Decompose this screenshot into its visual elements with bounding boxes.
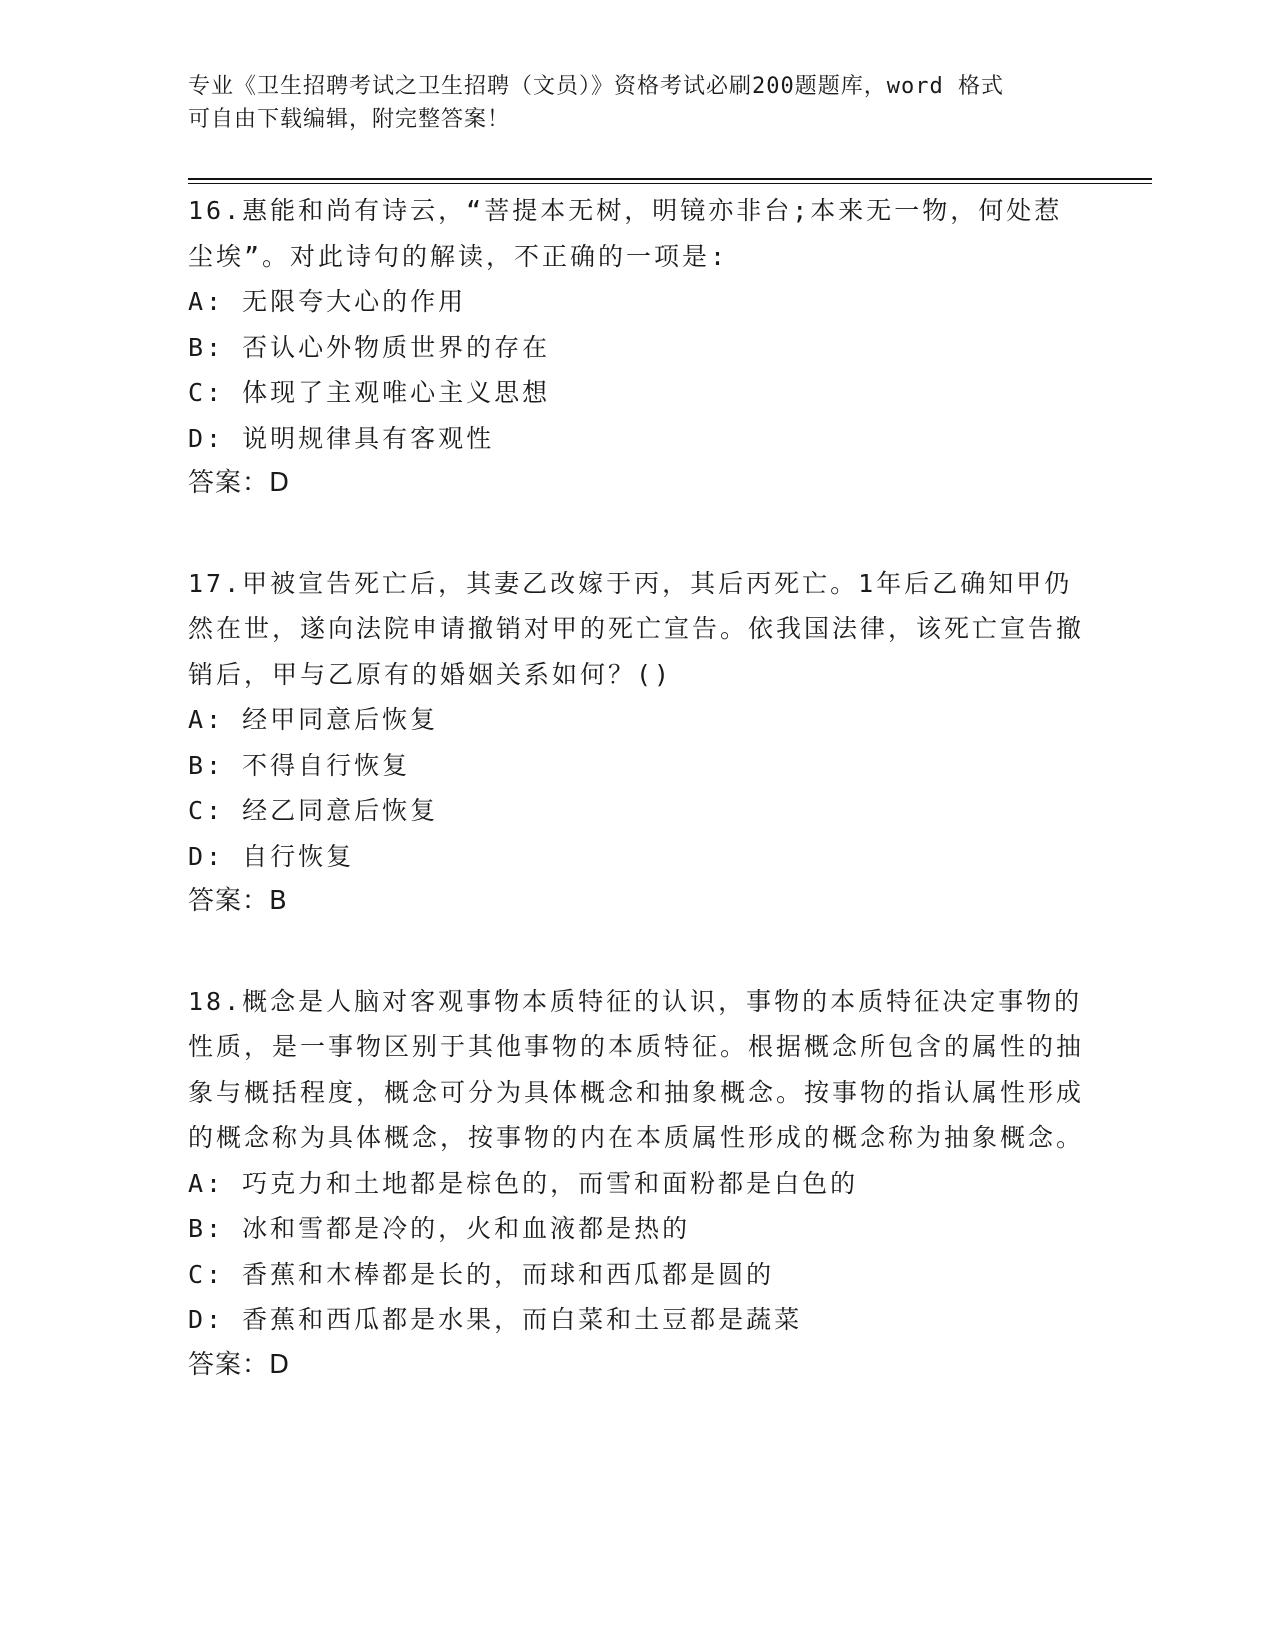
document-header <box>188 70 1078 136</box>
option-d: D: 自行恢复 <box>188 841 355 871</box>
option-b: B: 否认心外物质世界的存在 <box>188 332 551 362</box>
question-list <box>188 188 1088 1442</box>
header-line-1: 专业《卫生招聘考试之卫生招聘（文员）》资格考试必刷200题题库，word 格式 <box>188 74 1004 99</box>
option-b: B: 不得自行恢复 <box>188 750 411 780</box>
option-c: C: 经乙同意后恢复 <box>188 796 439 825</box>
question-text: 18.概念是人脑对客观事物本质特征的认识，事物的本质特征决定事物的性质，是一事物区别于其他事物的本质特征。根据概念所包含的属性的抽象与概括程度，概念可分为具体概念和抽象概念。按事物的指认属性形成的概念称为具体概念，按事物的内在本质属性形成的概念称为抽象概念。 <box>188 986 1085 1152</box>
option-a: A: 巧克力和土地都是棕色的，而雪和面粉都是白色的 <box>188 1168 859 1198</box>
option-b: B: 冰和雪都是冷的，火和血液都是热的 <box>188 1214 691 1243</box>
question-17 <box>188 561 1088 925</box>
option-c: C: 香蕉和木棒都是长的，而球和西瓜都是圆的 <box>188 1259 775 1289</box>
option-a: A: 无限夸大心的作用 <box>188 287 467 316</box>
question-text: 17.甲被宣告死亡后，其妻乙改嫁于丙，其后丙死亡。1年后乙确知甲仍然在世，遂向法院申请撤销对甲的死亡宣告。依我国法律，该死亡宣告撤销后，甲与乙原有的婚姻关系如何？() <box>188 568 1085 689</box>
question-16 <box>188 188 1088 507</box>
header-line-2: 可自由下载编辑，附完整答案！ <box>188 107 511 132</box>
answer-line: 答案：D <box>188 468 291 498</box>
option-d: D: 香蕉和西瓜都是水果，而白菜和土豆都是蔬菜 <box>188 1305 803 1334</box>
header-divider-thin <box>188 183 1152 184</box>
answer-line: 答案：D <box>188 1349 291 1380</box>
header-divider-thick <box>188 178 1152 180</box>
option-d: D: 说明规律具有客观性 <box>188 423 495 453</box>
question-18 <box>188 979 1088 1389</box>
question-text: 16.惠能和尚有诗云，“菩提本无树，明镜亦非台;本来无一物，何处惹尘埃”。对此诗句的解读，不正确的一项是: <box>188 196 1063 271</box>
option-c: C: 体现了主观唯心主义思想 <box>188 378 551 407</box>
option-a: A: 经甲同意后恢复 <box>188 705 439 734</box>
answer-line: 答案：B <box>188 886 288 916</box>
